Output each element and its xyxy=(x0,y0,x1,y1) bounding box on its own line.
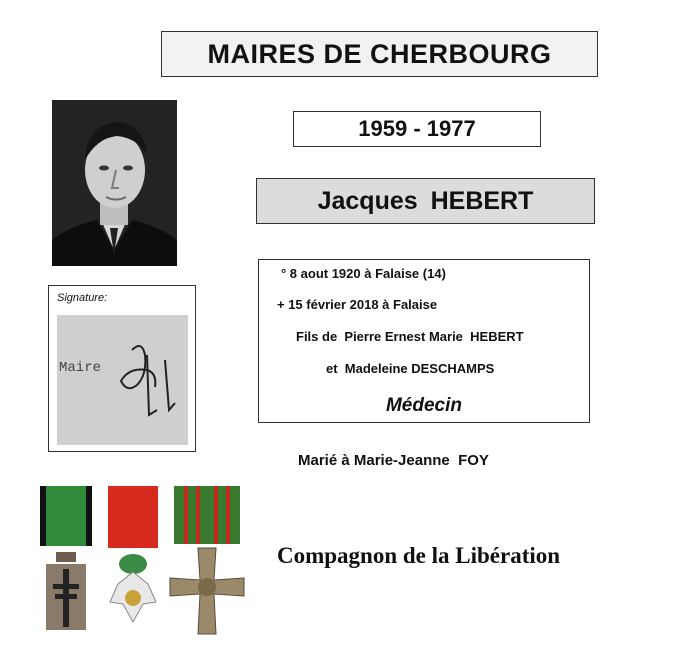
mother-text: et Madeleine DESCHAMPS xyxy=(326,361,495,376)
profession-text: Médecin xyxy=(385,395,463,416)
legion-of-honour-medal-icon xyxy=(108,486,158,622)
father-text: Fils de Pierre Ernest Marie HEBERT xyxy=(296,329,524,344)
signature-stamp-text: Maire xyxy=(59,360,102,376)
honor-text: Compagnon de la Libération xyxy=(277,543,561,568)
page-title: MAIRES DE CHERBOURG xyxy=(161,31,598,77)
croix-de-guerre-medal-icon xyxy=(170,486,244,634)
signature-label: Signature: xyxy=(57,292,108,304)
portrait-photo xyxy=(52,100,177,266)
signature-panel xyxy=(48,285,196,452)
marriage-text: Marié à Marie-Jeanne FOY xyxy=(298,452,489,469)
medals-image xyxy=(38,484,248,639)
death-text: + 15 février 2018 à Falaise xyxy=(277,297,438,312)
signature-image xyxy=(57,315,188,445)
biography-panel xyxy=(258,259,590,423)
order-of-liberation-medal-icon xyxy=(40,486,92,630)
term-years: 1959 - 1977 xyxy=(293,111,541,147)
birth-text: ° 8 aout 1920 à Falaise (14) xyxy=(281,266,446,281)
mayor-name: Jacques HEBERT xyxy=(256,178,595,224)
